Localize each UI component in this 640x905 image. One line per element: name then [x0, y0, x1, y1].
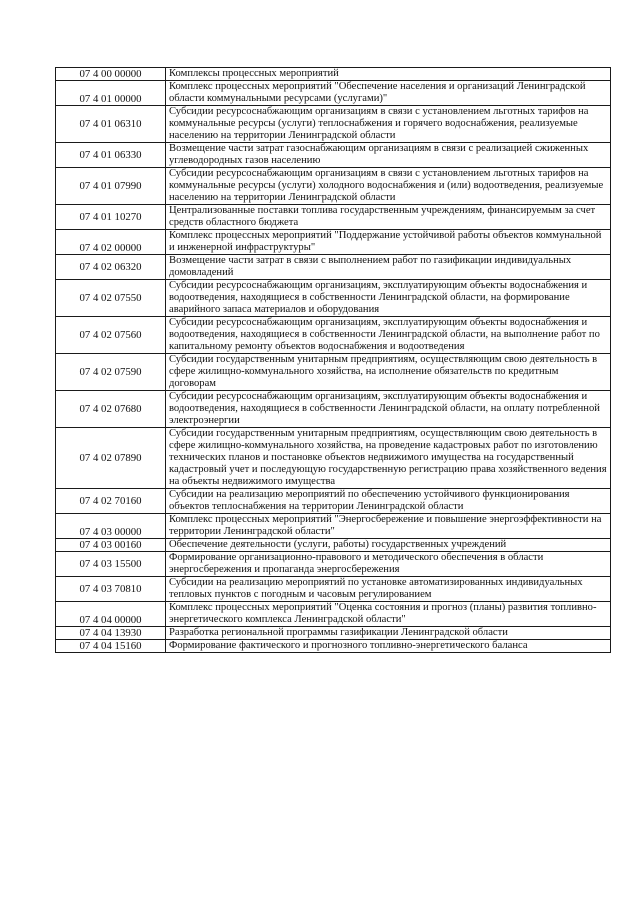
row-code: 07 4 03 15500	[56, 552, 166, 577]
table-row	[56, 143, 611, 168]
table-row	[56, 539, 611, 552]
row-description: Формирование организационно-правового и методического обеспечения в области энергосбережения и пропаганда энергосбережения	[166, 552, 611, 577]
table-row	[56, 230, 611, 255]
row-description: Субсидии ресурсоснабжающим организациям, эксплуатирующим объекты водоснабжения и водоотведения, находящиеся в собственности Ленинградской области, на выполнение работ по капитальному ремонту объектов водоснабжения и водоотведения	[166, 317, 611, 354]
row-description: Субсидии на реализацию мероприятий по установке автоматизированных индивидуальных тепловых пунктов с погодным и часовым регулированием	[166, 577, 611, 602]
table-row	[56, 577, 611, 602]
row-code: 07 4 04 00000	[56, 602, 166, 627]
row-code: 07 4 02 07890	[56, 428, 166, 489]
row-description: Субсидии ресурсоснабжающим организациям в связи с установлением льготных тарифов на коммунальные ресурсы (услуги) холодного водоснабжения и (или) водоотведения, реализуемые населению на территории Ленинградской области	[166, 168, 611, 205]
row-description: Субсидии на реализацию мероприятий по обеспечению устойчивого функционирования объектов теплоснабжения на территории Ленинградской области	[166, 489, 611, 514]
row-description: Комплексы процессных мероприятий	[166, 68, 611, 81]
row-description: Возмещение части затрат газоснабжающим организациям в связи с реализацией сжиженных углеводородных газов населению	[166, 143, 611, 168]
row-code: 07 4 03 00000	[56, 514, 166, 539]
row-description: Субсидии государственным унитарным предприятиям, осуществляющим свою деятельность в сфере жилищно-коммунального хозяйства, на проведение кадастровых работ по изготовлению технических планов и постановке объектов недвижимого имущества на государственный кадастровый учет и последующую государственную регистрацию права хозяйственного ведения на объекты недвижимого имущества	[166, 428, 611, 489]
table-row	[56, 280, 611, 317]
table-row	[56, 317, 611, 354]
row-description: Обеспечение деятельности (услуги, работы) государственных учреждений	[166, 539, 611, 552]
row-description: Разработка региональной программы газификации Ленинградской области	[166, 627, 611, 640]
table-row	[56, 514, 611, 539]
row-code: 07 4 04 13930	[56, 627, 166, 640]
row-description: Формирование фактического и прогнозного топливно-энергетического баланса	[166, 640, 611, 653]
row-code: 07 4 03 00160	[56, 539, 166, 552]
row-code: 07 4 01 07990	[56, 168, 166, 205]
row-code: 07 4 03 70810	[56, 577, 166, 602]
table-row	[56, 428, 611, 489]
table-row	[56, 640, 611, 653]
row-description: Централизованные поставки топлива государственным учреждениям, финансируемым за счет средств областного бюджета	[166, 205, 611, 230]
row-code: 07 4 01 06310	[56, 106, 166, 143]
row-code: 07 4 01 00000	[56, 81, 166, 106]
row-description: Субсидии ресурсоснабжающим организациям в связи с установлением льготных тарифов на коммунальные ресурсы (услуги) теплоснабжения и горячего водоснабжения, реализуемые населению на территории Ленинградской области	[166, 106, 611, 143]
row-code: 07 4 02 06320	[56, 255, 166, 280]
table-row	[56, 81, 611, 106]
table-row	[56, 391, 611, 428]
row-description: Субсидии ресурсоснабжающим организациям, эксплуатирующим объекты водоснабжения и водоотведения, находящиеся в собственности Ленинградской области, на формирование аварийного запаса материалов и оборудования	[166, 280, 611, 317]
table-row	[56, 354, 611, 391]
row-code: 07 4 02 70160	[56, 489, 166, 514]
row-code: 07 4 01 10270	[56, 205, 166, 230]
row-code: 07 4 02 00000	[56, 230, 166, 255]
table-row	[56, 106, 611, 143]
row-description: Субсидии государственным унитарным предприятиям, осуществляющим свою деятельность в сфере жилищно-коммунального хозяйства, на исполнение обязательств по кредитным договорам	[166, 354, 611, 391]
row-code: 07 4 02 07550	[56, 280, 166, 317]
row-description: Комплекс процессных мероприятий "Обеспечение населения и организаций Ленинградской области коммунальными ресурсами (услугами)"	[166, 81, 611, 106]
row-description: Субсидии ресурсоснабжающим организациям, эксплуатирующим объекты водоснабжения и водоотведения, находящиеся в собственности Ленинградской области, на оплату потребленной электроэнергии	[166, 391, 611, 428]
row-description: Возмещение части затрат в связи с выполнением работ по газификации индивидуальных домовладений	[166, 255, 611, 280]
row-code: 07 4 02 07590	[56, 354, 166, 391]
table-row	[56, 205, 611, 230]
row-code: 07 4 02 07560	[56, 317, 166, 354]
table-row	[56, 168, 611, 205]
table-row	[56, 602, 611, 627]
table-row	[56, 489, 611, 514]
row-description: Комплекс процессных мероприятий "Энергосбережение и повышение энергоэффективности на территории Ленинградской области"	[166, 514, 611, 539]
row-code: 07 4 02 07680	[56, 391, 166, 428]
budget-classification-table	[55, 67, 611, 653]
document-page	[55, 67, 610, 653]
row-code: 07 4 04 15160	[56, 640, 166, 653]
table-row	[56, 255, 611, 280]
table-row	[56, 552, 611, 577]
table-row	[56, 68, 611, 81]
row-description: Комплекс процессных мероприятий "Оценка состояния и прогноз (планы) развития топливно-энергетического комплекса Ленинградской области"	[166, 602, 611, 627]
row-description: Комплекс процессных мероприятий "Поддержание устойчивой работы объектов коммунальной и инженерной инфраструктуры"	[166, 230, 611, 255]
table-row	[56, 627, 611, 640]
row-code: 07 4 01 06330	[56, 143, 166, 168]
row-code: 07 4 00 00000	[56, 68, 166, 81]
